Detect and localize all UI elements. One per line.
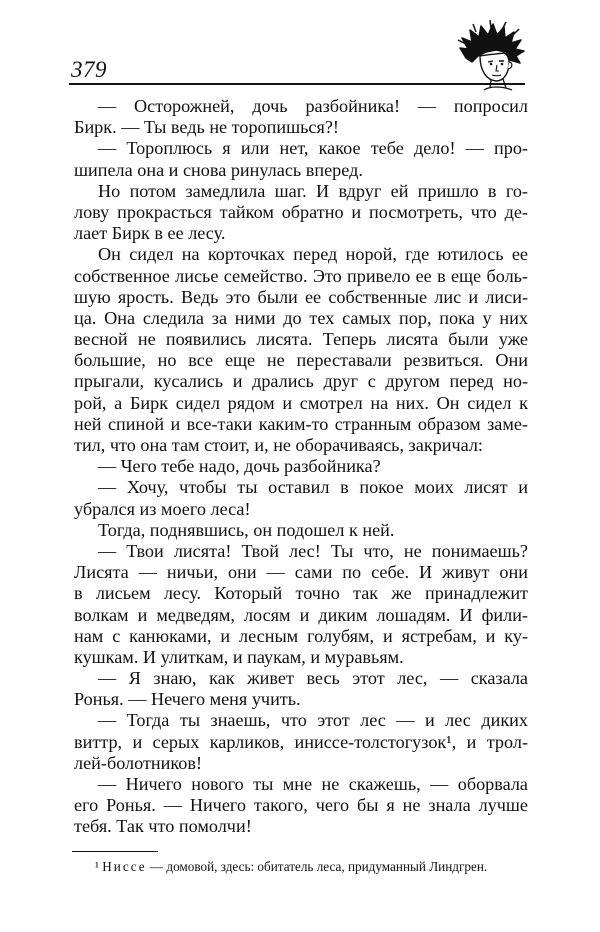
text-line: весной не появились лисята. Теперь лисята были уже bbox=[74, 329, 528, 350]
header-rule bbox=[69, 83, 525, 85]
text-line: Но потом замедлила шаг. И вдруг ей пришло в го- bbox=[98, 180, 528, 201]
text-line: рой, а Бирк сидел рядом и смотрел на них. Он сидел к bbox=[74, 392, 528, 413]
footnote-marker: ¹ bbox=[95, 859, 99, 874]
text-line: — Хочу, чтобы ты оставил в покое моих лисят и bbox=[98, 477, 528, 498]
text-line: тебя. Так что помолчи! bbox=[74, 816, 252, 837]
text-line: большие, но все еще не переставали резвиться. Они bbox=[74, 350, 528, 371]
text-line: нам с канюками, и лесным голубям, и ястребам, и ку- bbox=[74, 625, 528, 646]
text-line: лову прокрасться тайком обратно и посмотреть, что де- bbox=[74, 201, 528, 222]
text-line: волкам и медведям, лосям и диким лошадям. И фили- bbox=[74, 604, 528, 625]
text-line: Лисята — ничьи, они — сами по себе. И живут они bbox=[74, 562, 528, 583]
text-line: Бирк. — Ты ведь не торопишься?! bbox=[74, 117, 339, 138]
text-line: — Тороплюсь я или нет, какое тебе дело! — про- bbox=[98, 138, 528, 159]
text-line: ней спиной и все-таки каким-то странным образом заме- bbox=[74, 413, 528, 434]
footnote-term: Ниссе bbox=[102, 859, 147, 874]
text-line: — Осторожней, дочь разбойника! — попросил bbox=[98, 96, 528, 116]
body-text bbox=[74, 96, 528, 838]
footnote-rule bbox=[72, 851, 158, 852]
text-line: шипела она и снова ринулась вперед. bbox=[74, 159, 363, 180]
child-illustration bbox=[446, 18, 536, 92]
footnote-text: — домовой, здесь: обитатель леса, придуманный Линдгрен. bbox=[146, 859, 488, 874]
text-line: тил, что она там стоит, и, не оборачиваясь, закричал: bbox=[74, 435, 483, 455]
text-line: лает Бирк в ее лесу. bbox=[74, 223, 226, 244]
text-line: лей-болотников! bbox=[74, 752, 203, 773]
text-line: кушкам. И улиткам, и паукам, и муравьям. bbox=[74, 646, 404, 667]
text-line: Тогда, поднявшись, он подошел к ней. bbox=[98, 519, 395, 540]
text-line: — Я знаю, как живет весь этот лес, — сказала bbox=[98, 668, 528, 689]
text-line: его Ронья. — Ничего такого, чего бы я не знала лучше bbox=[74, 795, 528, 816]
text-line: Ронья. — Нечего меня учить. bbox=[74, 689, 301, 710]
text-line: убрался из моего леса! bbox=[74, 498, 251, 519]
text-line: Он сидел на корточках перед норой, где ютилось ее bbox=[98, 244, 528, 265]
text-line: — Чего тебе надо, дочь разбойника? bbox=[98, 456, 381, 477]
text-line: — Тогда ты знаешь, что этот лес — и лес диких bbox=[98, 710, 528, 731]
page-number: 379 bbox=[71, 57, 107, 82]
footnote bbox=[95, 859, 535, 875]
text-line: собственное лисье семейство. Это привело ее в еще боль- bbox=[74, 265, 528, 286]
text-line: ца. Она следила за ними до тех самых пор, пока у них bbox=[74, 307, 528, 328]
text-line: виттр, и серых карликов, иниссе-толстогузок¹, и трол- bbox=[74, 731, 528, 752]
text-line: — Твои лисята! Твой лес! Ты что, не понимаешь? bbox=[98, 540, 528, 561]
text-line: шую ярость. Ведь это были ее собственные лис и лиси- bbox=[74, 286, 528, 307]
text-line: — Ничего нового ты мне не скажешь, — оборвала bbox=[98, 774, 528, 794]
text-line: прыгали, кусались и дрались друг с другом перед но- bbox=[74, 371, 528, 392]
text-line: в лисьем лесу. Который точно так же принадлежит bbox=[74, 583, 528, 604]
